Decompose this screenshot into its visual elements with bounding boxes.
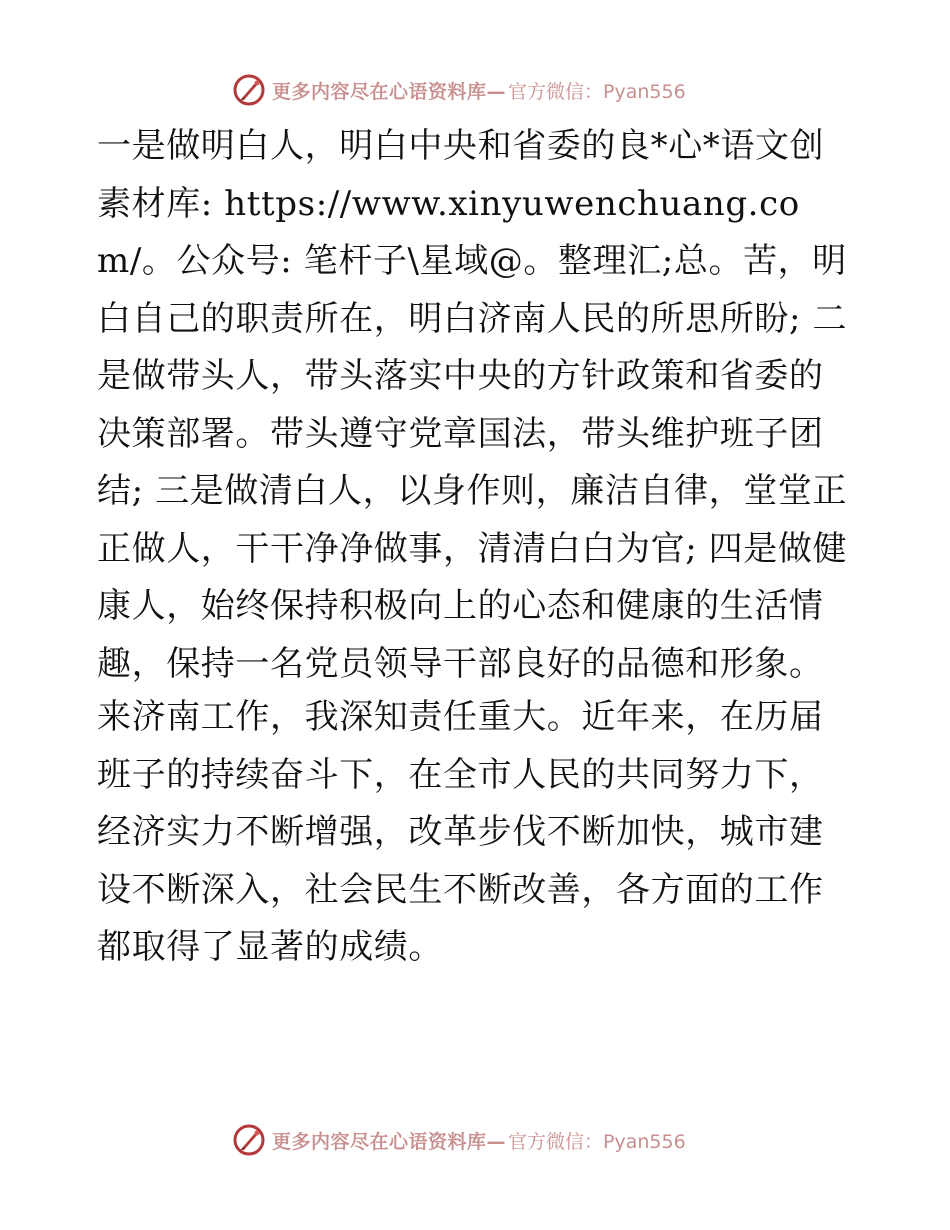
footer-banner bbox=[232, 1120, 752, 1160]
footer-banner-text: 更多内容尽在心语资料库— bbox=[272, 1130, 507, 1153]
header-wechat-text: 官方微信：Pyan556 bbox=[508, 80, 686, 103]
header-banner bbox=[232, 70, 752, 110]
paragraph-2: 来济南工作，我深知责任重大。近年来，在历届班子的持续奋斗下，在全市人民的共同努力下，经济实力不断增强，改革步伐不断加快，城市建设不断深入，社会民生不断改善，各方面的工作都取得了显著的成绩。 bbox=[97, 697, 824, 967]
footer-wechat-text: 官方微信：Pyan556 bbox=[508, 1130, 686, 1153]
header-banner-text: 更多内容尽在心语资料库— bbox=[272, 80, 507, 103]
paragraph-1: 一是做明白人，明白中央和省委的良*心*语文创素材库: https://www.xinyuwenchuang.com/。公众号: 笔杆子\星域@。整理汇;总。苦，明白自己的职责所在，明白济南人民的所思所盼; 二是做带头人，带头落实中央的方针政策和省委的决策部署。带头遵守党章国法，带头维护班子团结; 三是做清白人，以身作则，廉洁自律，堂堂正正做人，干干净净做事，清清白白为官; 四是做健康人，始终保持积极向上的心态和健康的生活情趣，保持一名党员领导干部良好的品德和形象。 bbox=[97, 126, 848, 684]
quill-pen-logo-icon bbox=[232, 73, 266, 107]
quill-pen-logo-icon bbox=[232, 1123, 266, 1157]
